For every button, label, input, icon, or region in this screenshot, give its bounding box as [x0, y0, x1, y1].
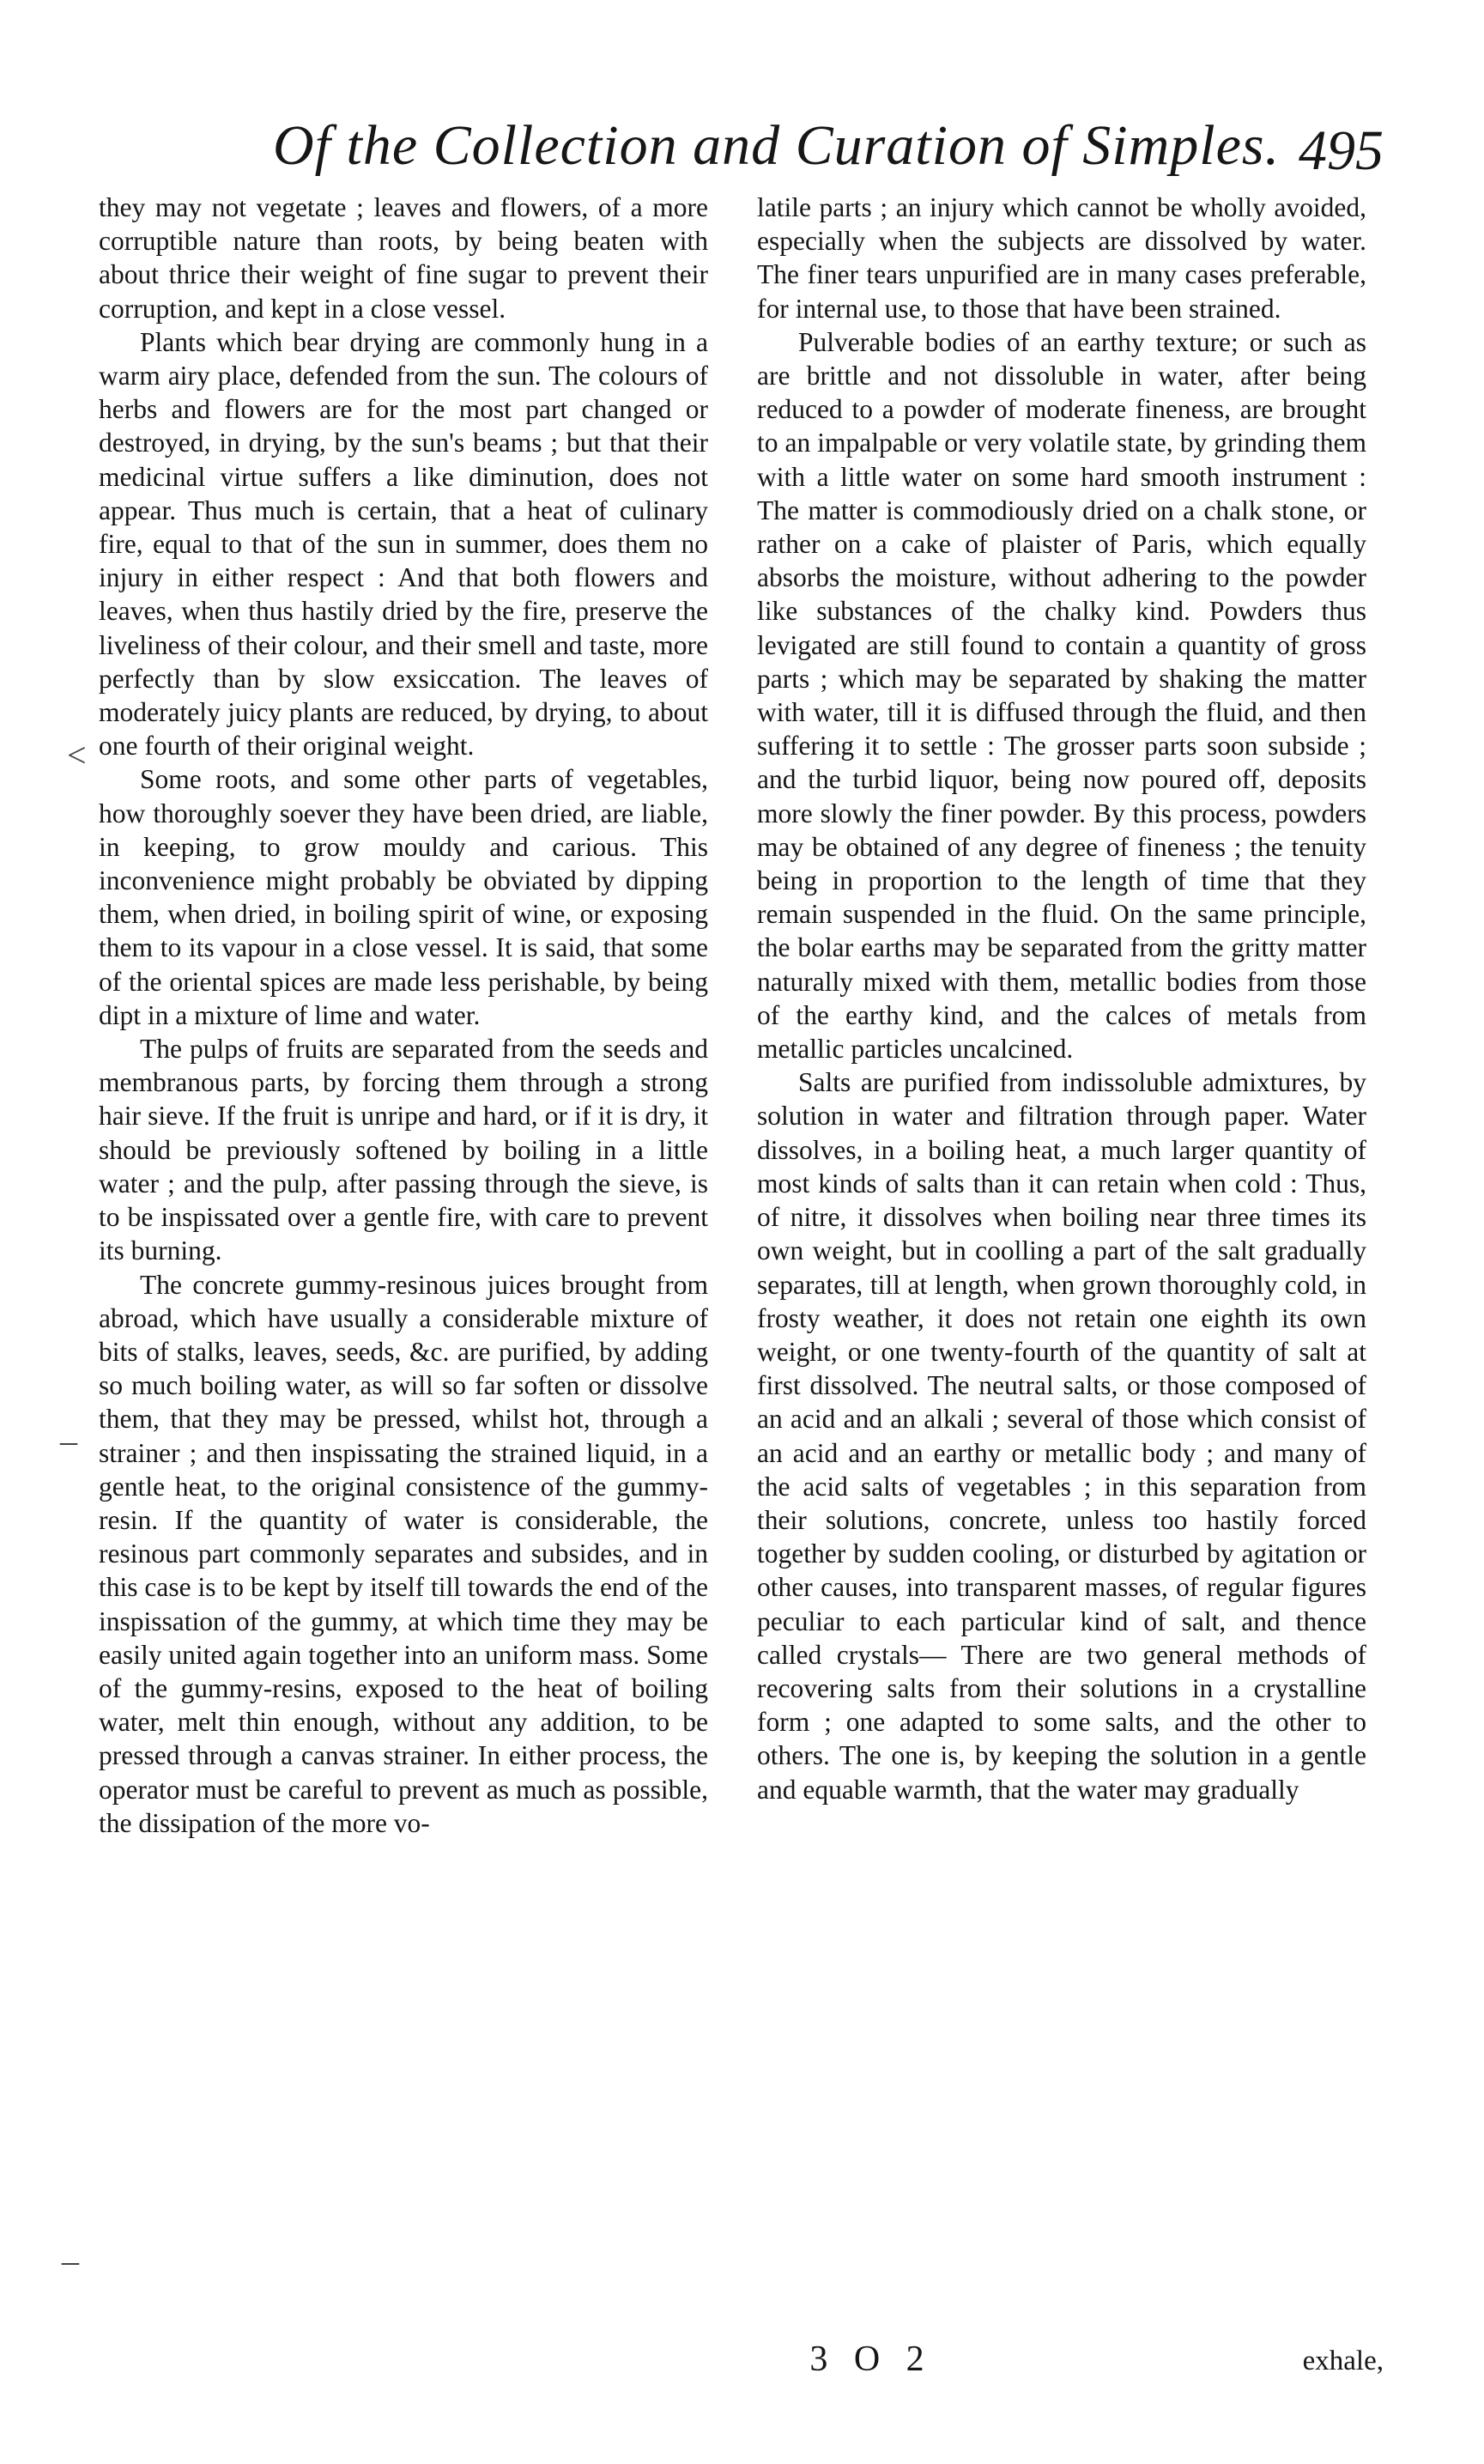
running-title: Of the Collection and Curation of Simples.: [273, 114, 1281, 177]
page-number: 495: [1299, 119, 1384, 182]
right-paragraph-3: Salts are purified from indissoluble admixtures, by solution in water and filtration through paper. Water dissolves, in a boiling heat, a much larger quantity of most kinds of salts than it can retain when cold : Thus, of nitre, it dissolves when boiling near three times its own weight, but in coolling a part of the salt gradually separates, till at length, when grown thoroughly cold, in frosty weather, it does not retain one eighth its own weight, or one twenty-fourth of the quantity of salt at first dissolved. The neutral salts, or those composed of an acid and an alkali ; several of those which consist of an acid and an earthy or metallic body ; and many of the acid salts of vegetables ; in this separation from their solutions, concrete, unless too hastily forced together by sudden cooling, or disturbed by agitation or other causes, into transparent masses, of regular figures peculiar to each particular kind of salt, and thence called crystals— There are two general methods of recovering salts from their solutions in a crystalline form ; one adapted to some salts, and the other to others. The one is, by keeping the solution in a gentle and equable warmth, that the water may gradually: [757, 1067, 1366, 1805]
margin-mark: _: [62, 2230, 79, 2268]
right-paragraph-1: latile parts ; an injury which cannot be wholly avoided, especially when the subjects are dissolved by water. The finer tears unpurified are in many cases preferable, for internal use, to those that have been strained.: [757, 192, 1366, 324]
margin-mark: <: [67, 736, 87, 774]
left-paragraph-5: The concrete gummy-resinous juices brought from abroad, which have usually a considerable mixture of bits of stalks, leaves, seeds, &c. are purified, by adding so much boiling water, as will so far soften or dissolve them, that they may be pressed, whilst hot, through a strainer ; and then inspissating the strained liquid, in a gentle heat, to the original consistence of the gummy-resin. If the quantity of water is considerable, the resinous part commonly separates and subsides, and in this case is to be kept by itself till towards the end of the inspissation of the gummy, at which time they may be easily united again together into an uniform mass. Some of the gummy-resins, exposed to the heat of boiling water, melt thin enough, without any addition, to be pressed through a canvas strainer. In either process, the operator must be careful to prevent as much as possible, the dissipation of the more vo-: [99, 1269, 708, 1838]
right-column: [757, 191, 1366, 2320]
margin-mark: _: [60, 1410, 77, 1448]
left-paragraph-2: Plants which bear drying are commonly hung in a warm airy place, defended from the sun. The colours of herbs and flowers are for the most part changed or destroyed, in drying, by the sun's beams ; but that their medicinal virtue suffers a like diminution, does not appear. Thus much is certain, that a heat of culinary fire, equal to that of the sun in summer, does them no injury in either respect : And that both flowers and leaves, when thus hastily dried by the fire, preserve the liveliness of their colour, and their smell and taste, more perfectly than by slow exsiccation. The leaves of moderately juicy plants are reduced, by drying, to about one fourth of their original weight.: [99, 326, 708, 762]
signature-mark: 3 O 2: [809, 2340, 933, 2379]
left-paragraph-1: they may not vegetate ; leaves and flowers, of a more corruptible nature than roots, by being beaten with about thrice their weight of fine sugar to prevent their corruption, and kept in a close vessel.: [99, 192, 708, 324]
left-paragraph-4: The pulps of fruits are separated from the seeds and membranous parts, by forcing them through a strong hair sieve. If the fruit is unripe and hard, or if it is dry, it should be previously softened by boiling in a little water ; and the pulp, after passing through the sieve, is to be inspissated over a gentle fire, with care to prevent its burning.: [99, 1034, 708, 1266]
left-paragraph-3: Some roots, and some other parts of vegetables, how thoroughly soever they have been dried, are liable, in keeping, to grow mouldy and carious. This inconvenience might probably be obviated by dipping them, when dried, in boiling spirit of wine, or exposing them to its vapour in a close vessel. It is said, that some of the oriental spices are made less perishable, by being dipt in a mixture of lime and water.: [99, 764, 708, 1030]
left-column: [99, 191, 708, 2320]
right-paragraph-2: Pulverable bodies of an earthy texture; or such as are brittle and not dissoluble in water, after being reduced to a powder of moderate fineness, are brought to an impalpable or very volatile state, by grinding them with a little water on some hard smooth instrument : The matter is commodiously dried on a chalk stone, or rather on a cake of plaister of Paris, which equally absorbs the moisture, without adhering to the powder like substances of the chalky kind. Powders thus levigated are still found to contain a quantity of gross parts ; which may be separated by shaking the matter with water, till it is diffused through the fluid, and then suffering it to settle : The grosser parts soon subside ; and the turbid liquor, being now poured off, deposits more slowly the finer powder. By this process, powders may be obtained of any degree of fineness ; the tenuity being in proportion to the length of time that they remain suspended in the fluid. On the same principle, the bolar earths may be separated from the gritty matter naturally mixed with them, metallic bodies from those of the earthy kind, and the calces of metals from metallic particles uncalcined.: [757, 326, 1366, 1065]
page-footer: [0, 2334, 1484, 2411]
running-head: [0, 103, 1484, 197]
catchword: exhale,: [1302, 2346, 1384, 2376]
